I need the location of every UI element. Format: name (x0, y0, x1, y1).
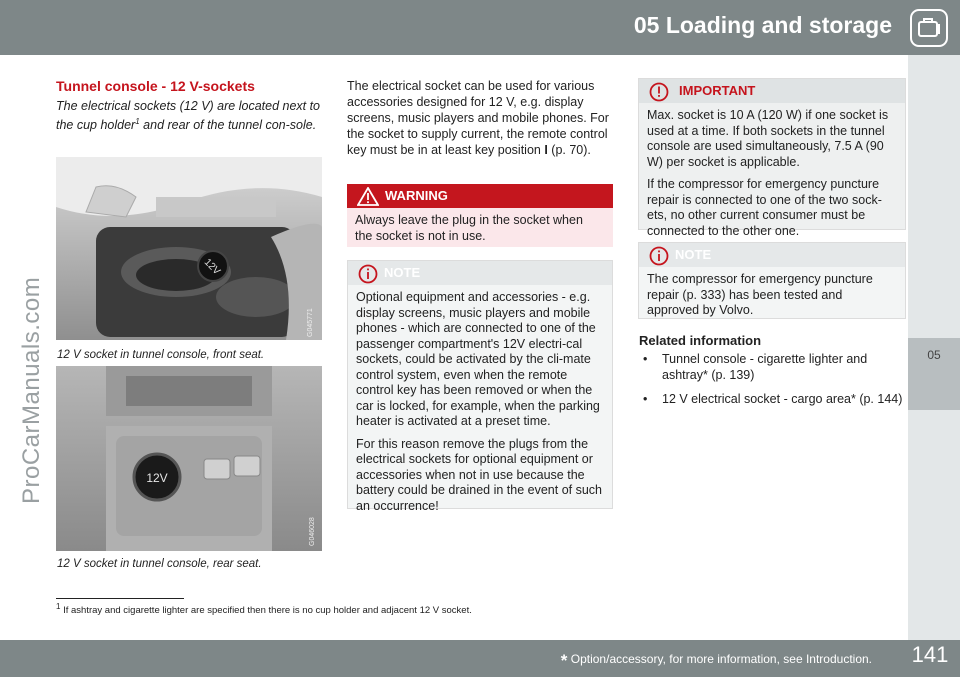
key-position: I (544, 143, 548, 157)
figure-caption: 12 V socket in tunnel console, front seat. (57, 349, 265, 361)
warning-label: WARNING (385, 188, 448, 203)
warning-triangle-icon (357, 187, 379, 206)
chapter-tab[interactable] (908, 338, 960, 410)
image-code: G045771 (307, 308, 314, 337)
related-link[interactable]: • Tunnel console - cigarette lighter and ashtray* (p. 139) (639, 351, 907, 383)
important-header (639, 79, 905, 103)
note-header (348, 261, 612, 285)
watermark: ProCarManuals.com (18, 276, 45, 504)
chapter-tab-label: 05 (927, 348, 941, 362)
important-paragraph: If the compressor for emergency puncture repair is connected to one of the two sock-ets, no other current consumer must be connected to the other one. (647, 177, 882, 238)
warning-text: Always leave the plug in the socket when the socket is not in use. (355, 213, 583, 243)
body-paragraph: The electrical socket can be used for various accessories designed for 12 V, e.g. display screens, music players and mobile phones. For the socket to supply current, the remote control key must be in at least key position I (p. 70). (347, 79, 609, 157)
chapter-title: 05 Loading and storage (633, 12, 892, 38)
important-paragraph: Max. socket is 10 A (120 W) if one socket is used at a time. If both sockets in the tunnel console are used simultaneously, 7.5 A (90 W) per socket is applicable. (647, 108, 889, 169)
footnote-divider (56, 598, 184, 599)
footer-note: * Option/accessory, for more information, see Introduction. (560, 651, 872, 670)
exclamation-icon (649, 82, 669, 102)
section-intro-text: The electrical sockets (12 V) are located next to the cup holder$^1$ and rear of the tunnel con-sole. (56, 99, 321, 133)
socket-12v-icon (132, 452, 182, 502)
related-link[interactable]: • 12 V electrical socket - cargo area* (p. 144) (639, 391, 907, 407)
socket-12v-icon (196, 249, 230, 283)
figure-caption: 12 V socket in tunnel console, rear seat. (57, 558, 262, 570)
info-icon (358, 264, 378, 284)
note-box (347, 260, 613, 513)
section-intro (56, 78, 324, 133)
important-box (638, 78, 906, 238)
note-label: NOTE (384, 265, 421, 280)
image-code: G046028 (309, 517, 316, 546)
warning-box (347, 184, 613, 247)
footnote-ref[interactable]: 1 (135, 117, 140, 126)
socket-label: 12V (146, 471, 168, 485)
warning-header (347, 184, 613, 208)
socket-label: 12V (201, 256, 223, 278)
info-icon (649, 246, 669, 266)
page-number: 141 (911, 642, 949, 667)
note-paragraph: Optional equipment and accessories - e.g. display screens, music players and mobile phones - which are connected to one of the passenger compartment's 12V electri-cal sockets, could be activated by the cli-mate control system, even when the remote control key has been removed or when the car is locked, for example, when the parking heater is activated at a preset time. (356, 290, 600, 428)
luggage-icon (910, 9, 948, 47)
rear-socket-photo (56, 366, 322, 551)
related-title: Related information (639, 333, 762, 348)
note-paragraph: For this reason remove the plugs from the electrical sockets for optional equipment or accessories when not in use because the battery could be drained in the event of such an occurrence! (356, 436, 602, 513)
footnote: $^1$ If ashtray and cigarette lighter are specified then there is no cup holder and adjacent 12 V socket. (56, 602, 472, 617)
note-label: NOTE (675, 247, 712, 262)
page-header (0, 0, 960, 55)
important-label: IMPORTANT (679, 83, 756, 98)
note-box (638, 242, 906, 319)
related-information (639, 333, 907, 415)
body-text (347, 78, 612, 158)
note-header (639, 243, 905, 267)
section-title: Tunnel console - 12 V-sockets (56, 78, 255, 94)
note-text: The compressor for emergency puncture repair (p. 333) has been tested and approved by Volvo. (647, 272, 873, 317)
front-socket-photo (56, 157, 322, 340)
